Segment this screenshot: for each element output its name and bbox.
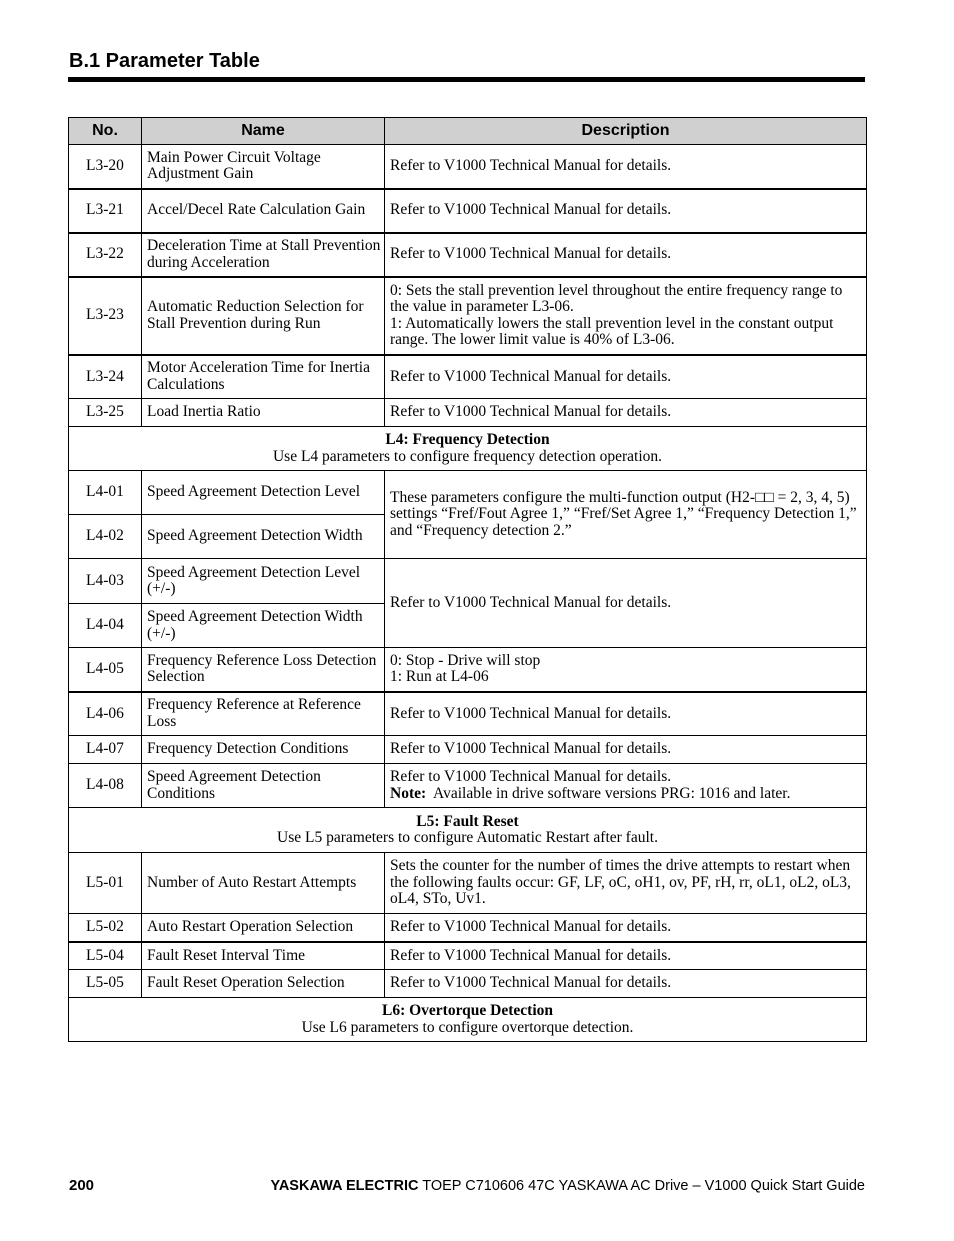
param-description: [385, 648, 867, 692]
param-description: Refer to V1000 Technical Manual for details.: [385, 914, 867, 942]
footer-company: YASKAWA ELECTRIC: [270, 1178, 419, 1194]
param-no: L4-01: [69, 471, 142, 515]
table-row: [69, 189, 867, 233]
param-description: Refer to V1000 Technical Manual for details.: [385, 942, 867, 970]
param-no: L5-02: [69, 914, 142, 942]
param-no: L3-24: [69, 355, 142, 399]
column-header-no: No.: [69, 118, 142, 145]
param-no: L5-05: [69, 970, 142, 998]
param-name: Motor Acceleration Time for Inertia Calculations: [142, 355, 385, 399]
section-header-row: [69, 808, 867, 853]
section-text: Use L4 parameters to configure frequency detection operation.: [272, 447, 663, 465]
section-header-row: [69, 998, 867, 1042]
description-line: 1: Run at L4-06: [390, 668, 489, 686]
param-name: Speed Agreement Detection Conditions: [142, 764, 385, 808]
param-no: L5-01: [69, 853, 142, 914]
section-text: Use L5 parameters to configure Automatic Restart after fault.: [277, 829, 658, 846]
param-no: L4-05: [69, 648, 142, 692]
param-description: Sets the counter for the number of times the drive attempts to restart when the following faults occur: GF, LF, oC, oH1, ov, PF, rH, rr, oL1, oL2, oL3, oL4, STo, Uv1.: [385, 853, 867, 914]
table-row: [69, 559, 867, 604]
table-row: [69, 355, 867, 399]
section-text: Use L6 parameters to configure overtorque detection.: [301, 1018, 634, 1036]
param-description: These parameters configure the multi-function output (H2-□□ = 2, 3, 4, 5) settings “Fref/Fout Agree 1,” “Fref/Set Agree 1,” “Frequency Detection 1,” and “Frequency detection 2.”: [385, 471, 867, 559]
description-line: 0: Stop - Drive will stop: [390, 651, 541, 669]
description-line: 1: Automatically lowers the stall prevention level in the constant output range. The lower limit value is 40% of L3-06.: [390, 314, 834, 348]
param-name: Speed Agreement Detection Level: [142, 471, 385, 515]
description-line: 0: Sets the stall prevention level throughout the entire frequency range to the value in parameter L3-06.: [390, 281, 843, 315]
param-no: L4-02: [69, 515, 142, 559]
param-name: Deceleration Time at Stall Prevention during Acceleration: [142, 233, 385, 277]
table-row: [69, 914, 867, 942]
param-name: Number of Auto Restart Attempts: [142, 853, 385, 914]
page-number: 200: [69, 1177, 95, 1194]
param-name: Load Inertia Ratio: [142, 399, 385, 427]
footer-doc-text: TOEP C710606 47C YASKAWA AC Drive – V1000 Quick Start Guide: [418, 1178, 865, 1194]
param-name: Main Power Circuit Voltage Adjustment Gain: [142, 145, 385, 189]
section-title: B.1 Parameter Table: [69, 50, 260, 72]
param-name: Fault Reset Operation Selection: [142, 970, 385, 998]
table-row: [69, 970, 867, 998]
table-row: [69, 145, 867, 189]
section-header-l5: [69, 808, 867, 853]
param-description: Refer to V1000 Technical Manual for details.: [385, 736, 867, 764]
param-description: Refer to V1000 Technical Manual for details.: [385, 355, 867, 399]
table-row: [69, 233, 867, 277]
param-name: Frequency Detection Conditions: [142, 736, 385, 764]
param-description: Refer to V1000 Technical Manual for details.: [385, 189, 867, 233]
section-heading: L6: Overtorque Detection: [381, 1002, 554, 1019]
table-row: [69, 942, 867, 970]
table-row: [69, 399, 867, 427]
param-no: L5-04: [69, 942, 142, 970]
table-row: [69, 471, 867, 515]
section-rule: [68, 77, 865, 82]
section-heading: L5: Fault Reset: [416, 812, 519, 830]
param-name: Speed Agreement Detection Width (+/-): [142, 604, 385, 648]
param-no: L4-06: [69, 692, 142, 736]
param-name: Frequency Reference at Reference Loss: [142, 692, 385, 736]
parameter-table: [68, 117, 867, 1042]
param-no: L3-22: [69, 233, 142, 277]
note-text: Available in drive software versions PRG: 1016 and later.: [426, 784, 791, 802]
param-no: L4-03: [69, 559, 142, 604]
note-line: [390, 786, 861, 803]
table-row: [69, 853, 867, 914]
section-header-row: [69, 427, 867, 471]
section-header-l6: [69, 998, 867, 1042]
table-row: [69, 736, 867, 764]
note-label: Note:: [390, 784, 427, 802]
param-description: Refer to V1000 Technical Manual for details.: [385, 692, 867, 736]
table-header-row: [69, 118, 867, 145]
param-no: L3-21: [69, 189, 142, 233]
column-header-name: Name: [142, 118, 385, 145]
param-name: Auto Restart Operation Selection: [142, 914, 385, 942]
description-line: Refer to V1000 Technical Manual for details.: [390, 768, 672, 785]
param-description: Refer to V1000 Technical Manual for details.: [385, 399, 867, 427]
footer-document-info: [271, 1178, 866, 1194]
param-no: L4-08: [69, 764, 142, 808]
param-no: L3-25: [69, 399, 142, 427]
param-name: Accel/Decel Rate Calculation Gain: [142, 189, 385, 233]
param-name: Fault Reset Interval Time: [142, 942, 385, 970]
param-no: L3-23: [69, 277, 142, 355]
table-row: [69, 648, 867, 692]
table-row: [69, 764, 867, 808]
param-description: [385, 277, 867, 355]
param-no: L4-04: [69, 604, 142, 648]
param-no: L3-20: [69, 145, 142, 189]
param-no: L4-07: [69, 736, 142, 764]
param-name: Frequency Reference Loss Detection Selection: [142, 648, 385, 692]
section-header-l4: [69, 427, 867, 471]
param-description: Refer to V1000 Technical Manual for details.: [385, 233, 867, 277]
section-heading: L4: Frequency Detection: [385, 431, 550, 448]
param-name: Speed Agreement Detection Width: [142, 515, 385, 559]
param-name: Automatic Reduction Selection for Stall Prevention during Run: [142, 277, 385, 355]
table-row: [69, 277, 867, 355]
column-header-description: Description: [385, 118, 867, 145]
param-name: Speed Agreement Detection Level (+/-): [142, 559, 385, 604]
param-description: [385, 764, 867, 808]
param-description: Refer to V1000 Technical Manual for details.: [385, 970, 867, 998]
param-description: Refer to V1000 Technical Manual for details.: [385, 559, 867, 648]
param-description: Refer to V1000 Technical Manual for details.: [385, 145, 867, 189]
table-row: [69, 692, 867, 736]
